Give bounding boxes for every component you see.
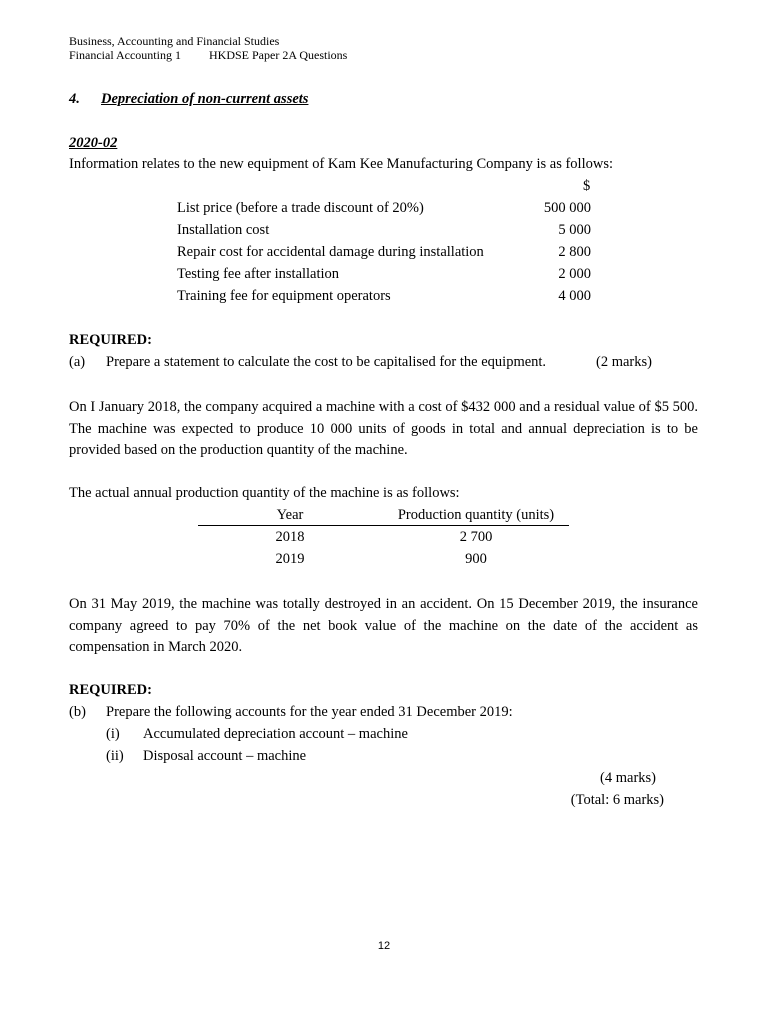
production-quantity: 900: [465, 551, 487, 567]
header-course: Financial Accounting 1: [69, 48, 181, 62]
table-divider: [198, 525, 569, 526]
required-heading-b: REQUIRED:: [69, 682, 152, 698]
cost-item-amount: 500 000: [543, 200, 591, 216]
required-b-item-label: (i): [106, 726, 120, 742]
production-year: 2019: [275, 551, 305, 567]
cost-item-amount: 2 800: [558, 244, 591, 260]
required-heading-a: REQUIRED:: [69, 332, 152, 348]
header-line-1: Business, Accounting and Financial Studies: [69, 34, 280, 48]
production-quantity: 2 700: [459, 529, 493, 545]
required-b-marks: (4 marks): [600, 770, 656, 786]
required-a-marks: (2 marks): [596, 354, 652, 370]
production-header-quantity: Production quantity (units): [397, 507, 555, 523]
section-number: 4.: [69, 91, 80, 107]
question-intro: Information relates to the new equipment of Kam Kee Manufacturing Company is as follows:: [69, 156, 614, 172]
cost-item-amount: 2 000: [558, 266, 591, 282]
production-intro: The actual annual production quantity of the machine is as follows:: [69, 485, 460, 501]
cost-item-label: List price (before a trade discount of 20%): [177, 200, 424, 216]
cost-item-amount: 5 000: [558, 222, 591, 238]
currency-header: $: [583, 178, 591, 194]
page-number: 12: [377, 940, 391, 952]
cost-item-amount: 4 000: [558, 288, 591, 304]
production-header-year: Year: [276, 507, 304, 523]
accident-paragraph: On 31 May 2019, the machine was totally destroyed in an accident. On 15 December 2019, the insurance company agreed to pay 70% of the net book value of the machine on the date of the accident as compensation in March 2020.: [69, 596, 698, 655]
machine-paragraph: On I January 2018, the company acquired a machine with a cost of $432 000 and a residual value of $5 500. The machine was expected to produce 10 000 units of goods in total and annual depreciation is to be provided based on the production quantity of the machine.: [69, 399, 698, 458]
required-b-text: Prepare the following accounts for the year ended 31 December 2019:: [106, 704, 513, 720]
total-marks: (Total: 6 marks): [570, 792, 664, 808]
required-b-label: (b): [69, 704, 86, 720]
header-paper: HKDSE Paper 2A Questions: [209, 48, 348, 62]
cost-item-label: Testing fee after installation: [177, 266, 340, 282]
cost-item-label: Installation cost: [177, 222, 270, 238]
question-id: 2020-02: [69, 135, 118, 151]
required-a-label: (a): [69, 354, 86, 370]
required-b-item-label: (ii): [106, 748, 124, 764]
cost-item-label: Training fee for equipment operators: [177, 288, 391, 304]
required-a-text: Prepare a statement to calculate the cost to be capitalised for the equipment.: [106, 354, 547, 370]
required-b-item-text: Disposal account – machine: [143, 748, 307, 764]
required-b-item-text: Accumulated depreciation account – machine: [143, 726, 408, 742]
production-year: 2018: [275, 529, 305, 545]
cost-item-label: Repair cost for accidental damage during installation: [177, 244, 484, 260]
section-title: Depreciation of non-current assets: [101, 91, 309, 107]
